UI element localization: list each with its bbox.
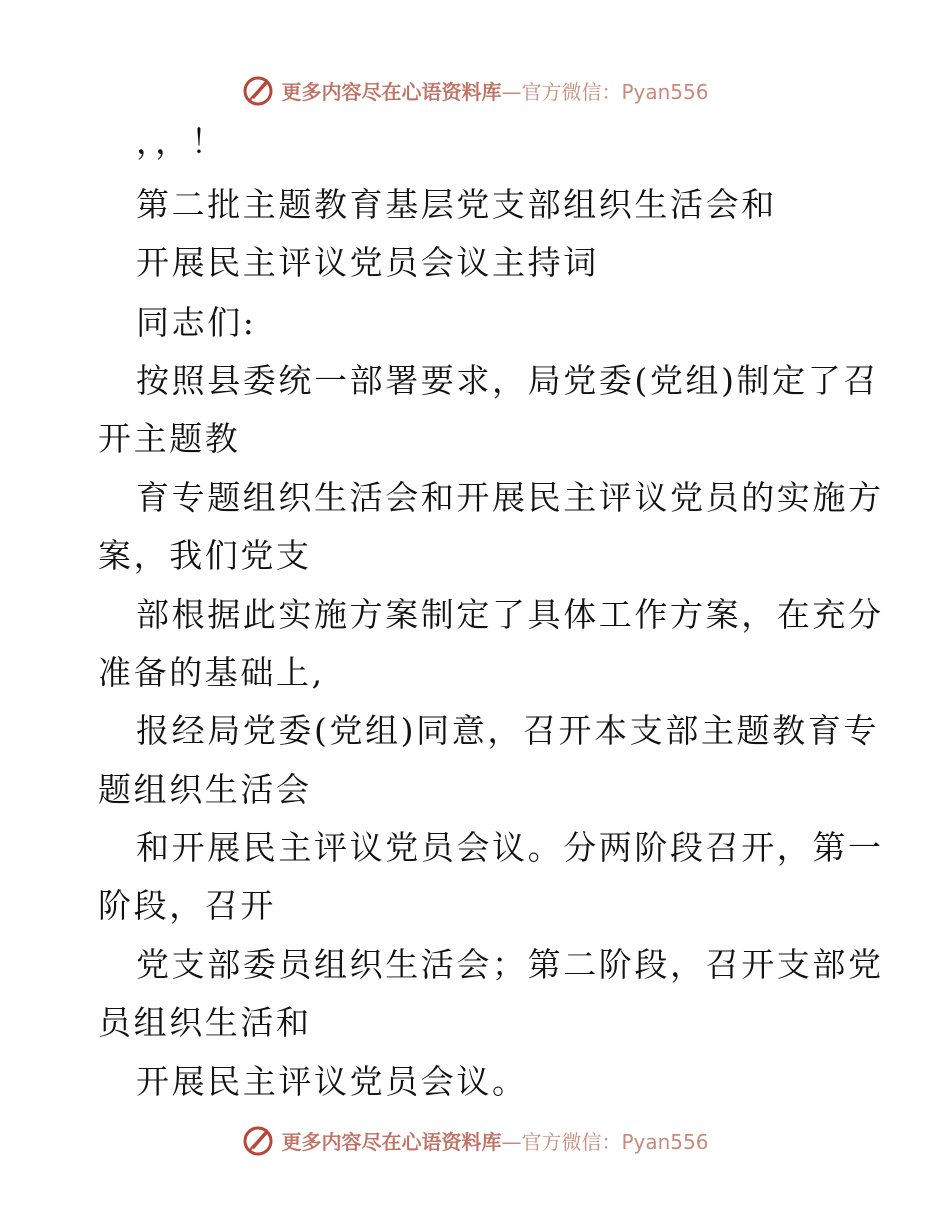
doc-line: 党支部委员组织生活会；第二阶段，召开支部党: [136, 945, 884, 984]
wechat-text: 官方微信：Pyan556: [521, 79, 709, 104]
doc-line: 报经局党委(党组)同意，召开本支部主题教育专: [136, 711, 879, 750]
doc-line: 准备的基础上,: [98, 653, 325, 692]
doc-title-line-1: 第二批主题教育基层党支部组织生活会和: [136, 185, 777, 224]
doc-line: 题组织生活会: [98, 770, 312, 809]
doc-line: 开主题教: [98, 419, 241, 458]
separator: —: [501, 1129, 522, 1154]
brand-text: 更多内容尽在心语资料库: [281, 79, 502, 104]
header-watermark-text: [281, 76, 708, 105]
doc-line: 开展民主评议党员会议。: [136, 1062, 528, 1101]
doc-line: 和开展民主评议党员会议。分两阶段召开，第一: [136, 828, 884, 867]
doc-line: 育专题组织生活会和开展民主评议党员的实施方: [136, 478, 884, 517]
doc-line: 案，我们党支: [98, 536, 312, 575]
doc-title-line-2: 开展民主评议党员会议主持词: [136, 243, 599, 282]
quill-pen-logo-icon: [241, 1123, 275, 1157]
doc-line: ，，！: [136, 122, 227, 161]
doc-line: 阶段，召开: [98, 886, 276, 925]
doc-salutation: 同志们:: [136, 303, 257, 342]
doc-line: 部根据此实施方案制定了具体工作方案，在充分: [136, 595, 884, 634]
doc-line: 员组织生活和: [98, 1003, 312, 1042]
quill-pen-logo-icon: [241, 73, 275, 107]
separator: —: [501, 79, 522, 104]
wechat-text: 官方微信：Pyan556: [521, 1129, 709, 1154]
footer-watermark: [0, 1120, 950, 1160]
brand-text: 更多内容尽在心语资料库: [281, 1129, 502, 1154]
footer-watermark-text: [281, 1126, 708, 1155]
header-watermark: [0, 70, 950, 110]
doc-line: 按照县委统一部署要求，局党委(党组)制定了召: [136, 361, 879, 400]
